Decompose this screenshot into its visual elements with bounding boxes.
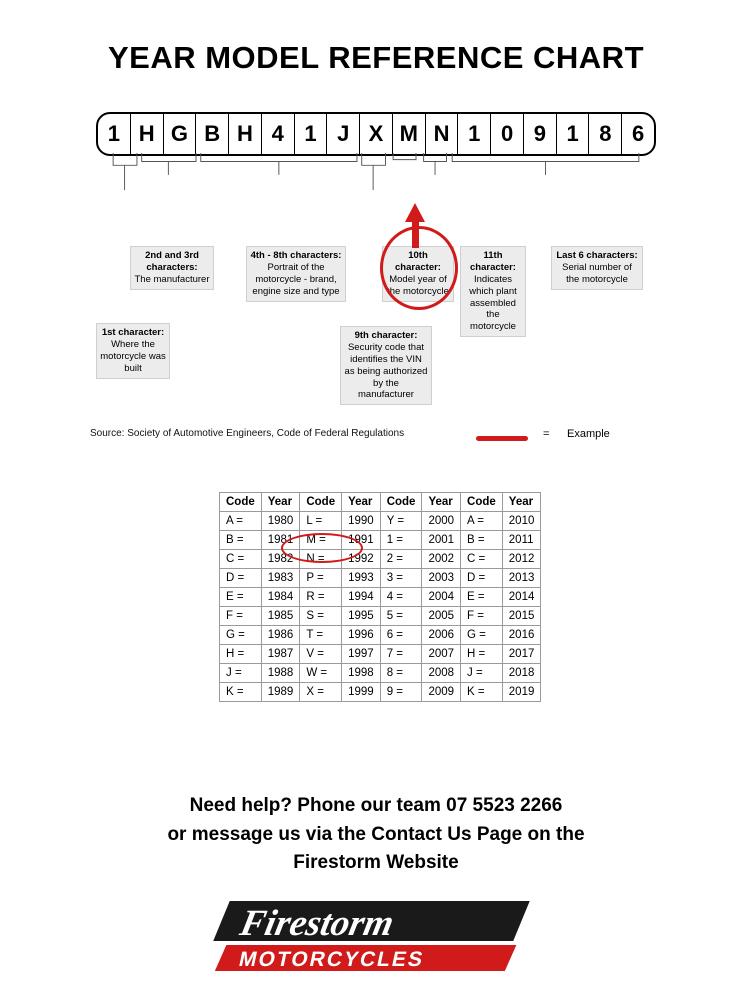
year-cell: 1997 bbox=[342, 645, 381, 664]
code-cell: 6 = bbox=[380, 626, 422, 645]
year-cell: 1996 bbox=[342, 626, 381, 645]
year-cell: 1981 bbox=[261, 531, 300, 550]
code-cell: B = bbox=[461, 531, 503, 550]
year-cell: 2008 bbox=[422, 664, 461, 683]
column-header: Code bbox=[300, 493, 342, 512]
logo-wordmark-secondary: MOTORCYCLES bbox=[236, 948, 427, 971]
column-header: Year bbox=[261, 493, 300, 512]
table-header-row bbox=[220, 493, 541, 512]
year-cell: 2013 bbox=[502, 569, 541, 588]
legend-example-line bbox=[476, 436, 528, 441]
code-cell: P = bbox=[300, 569, 342, 588]
year-cell: 1985 bbox=[261, 607, 300, 626]
table-row bbox=[220, 512, 541, 531]
year-cell: 1993 bbox=[342, 569, 381, 588]
year-cell: 2018 bbox=[502, 664, 541, 683]
source-note: Source: Society of Automotive Engineers, Code of Federal Regulations bbox=[90, 428, 405, 439]
callout-fourth-eighth-characters bbox=[246, 246, 346, 302]
model-year-arrow-shaft bbox=[412, 220, 419, 248]
code-cell: J = bbox=[461, 664, 503, 683]
callout-eleventh-character bbox=[460, 246, 526, 337]
vin-char: J bbox=[327, 114, 360, 154]
year-cell: 1982 bbox=[261, 550, 300, 569]
code-cell: R = bbox=[300, 588, 342, 607]
callout-body: Where the motorcycle was built bbox=[100, 338, 166, 374]
table-row bbox=[220, 664, 541, 683]
contact-line-1: Need help? Phone our team 07 5523 2266 bbox=[189, 795, 563, 816]
firestorm-logo-icon bbox=[201, 895, 551, 981]
year-cell: 1986 bbox=[261, 626, 300, 645]
vin-box bbox=[96, 112, 656, 156]
year-cell: 2017 bbox=[502, 645, 541, 664]
vin-char: 4 bbox=[262, 114, 295, 154]
code-cell: 2 = bbox=[380, 550, 422, 569]
code-cell: 5 = bbox=[380, 607, 422, 626]
code-cell: J = bbox=[220, 664, 262, 683]
table-row bbox=[220, 531, 541, 550]
vin-char: 1 bbox=[295, 114, 328, 154]
year-cell: 2014 bbox=[502, 588, 541, 607]
callout-heading: 10th character: bbox=[395, 250, 441, 273]
callout-body: The manufacturer bbox=[134, 273, 210, 285]
table-row bbox=[220, 645, 541, 664]
column-header: Code bbox=[220, 493, 262, 512]
firestorm-logo bbox=[0, 895, 752, 986]
vin-char: H bbox=[229, 114, 262, 154]
year-cell: 1994 bbox=[342, 588, 381, 607]
callout-heading: 9th character: bbox=[354, 330, 418, 341]
code-cell: A = bbox=[220, 512, 262, 531]
year-cell: 1988 bbox=[261, 664, 300, 683]
column-header: Year bbox=[422, 493, 461, 512]
callout-heading: Last 6 characters: bbox=[556, 250, 638, 261]
vin-char: 6 bbox=[632, 121, 645, 146]
year-cell: 2006 bbox=[422, 626, 461, 645]
callout-heading: 11th character: bbox=[470, 250, 516, 273]
callout-heading: 1st character: bbox=[101, 327, 165, 338]
code-cell: G = bbox=[461, 626, 503, 645]
code-cell: K = bbox=[220, 683, 262, 702]
vin-diagram bbox=[96, 112, 656, 156]
code-cell: C = bbox=[220, 550, 262, 569]
page-title: YEAR MODEL REFERENCE CHART bbox=[107, 40, 645, 75]
code-cell: S = bbox=[300, 607, 342, 626]
table-row bbox=[220, 550, 541, 569]
year-cell: 2012 bbox=[502, 550, 541, 569]
legend-equals: = bbox=[543, 428, 550, 440]
table-row bbox=[220, 683, 541, 702]
year-cell: 2002 bbox=[422, 550, 461, 569]
legend-example-label: Example bbox=[567, 428, 610, 440]
code-cell: D = bbox=[220, 569, 262, 588]
callout-first-character bbox=[96, 323, 170, 379]
year-cell: 2001 bbox=[422, 531, 461, 550]
code-cell: 8 = bbox=[380, 664, 422, 683]
year-cell: 2015 bbox=[502, 607, 541, 626]
year-code-table-wrapper bbox=[219, 492, 541, 702]
code-cell: 1 = bbox=[380, 531, 422, 550]
callout-body: Portrait of the motorcycle - brand, engine size and type bbox=[252, 261, 340, 297]
code-cell: F = bbox=[461, 607, 503, 626]
code-cell: T = bbox=[300, 626, 342, 645]
model-year-arrow-head bbox=[405, 203, 425, 222]
year-cell: 2011 bbox=[502, 531, 541, 550]
code-cell: N = bbox=[300, 550, 342, 569]
year-cell: 1987 bbox=[261, 645, 300, 664]
vin-char: B bbox=[196, 114, 229, 154]
year-cell: 2009 bbox=[422, 683, 461, 702]
callout-ninth-character bbox=[340, 326, 432, 405]
code-cell: H = bbox=[461, 645, 503, 664]
code-cell: 4 = bbox=[380, 588, 422, 607]
vin-char: G bbox=[164, 114, 197, 154]
code-cell: H = bbox=[220, 645, 262, 664]
vin-char: H bbox=[131, 114, 164, 154]
callout-body: Model year of the motorcycle bbox=[387, 273, 449, 297]
column-header: Code bbox=[461, 493, 503, 512]
vin-char: 9 bbox=[524, 114, 557, 154]
year-cell: 1989 bbox=[261, 683, 300, 702]
year-cell: 1992 bbox=[342, 550, 381, 569]
year-cell: 1983 bbox=[261, 569, 300, 588]
callout-heading: 4th - 8th characters: bbox=[250, 250, 342, 261]
code-cell: C = bbox=[461, 550, 503, 569]
table-row bbox=[220, 588, 541, 607]
table-row bbox=[220, 569, 541, 588]
year-cell: 1984 bbox=[261, 588, 300, 607]
vin-char: 1 bbox=[458, 114, 491, 154]
code-cell: 9 = bbox=[380, 683, 422, 702]
code-cell: W = bbox=[300, 664, 342, 683]
year-cell: 2003 bbox=[422, 569, 461, 588]
vin-char: 0 bbox=[491, 114, 524, 154]
year-cell: 2010 bbox=[502, 512, 541, 531]
year-cell-highlighted: 1991 bbox=[342, 531, 381, 550]
callout-heading: 2nd and 3rd characters: bbox=[145, 250, 199, 273]
contact-message bbox=[0, 792, 752, 878]
code-cell: G = bbox=[220, 626, 262, 645]
column-header: Code bbox=[380, 493, 422, 512]
contact-line-2: or message us via the Contact Us Page on the bbox=[167, 823, 585, 845]
year-cell: 2000 bbox=[422, 512, 461, 531]
vin-char: X bbox=[360, 114, 393, 154]
code-cell: B = bbox=[220, 531, 262, 550]
callout-body: Security code that identifies the VIN as being authorized by the manufacturer bbox=[344, 341, 428, 401]
callout-tenth-character bbox=[382, 246, 454, 302]
year-cell: 1990 bbox=[342, 512, 381, 531]
callout-second-third-characters bbox=[130, 246, 214, 290]
column-header: Year bbox=[502, 493, 541, 512]
table-row bbox=[220, 626, 541, 645]
year-cell: 1995 bbox=[342, 607, 381, 626]
code-cell: 3 = bbox=[380, 569, 422, 588]
code-cell: X = bbox=[300, 683, 342, 702]
vin-char: N bbox=[426, 114, 459, 154]
code-cell: E = bbox=[461, 588, 503, 607]
year-cell: 1980 bbox=[261, 512, 300, 531]
code-cell: F = bbox=[220, 607, 262, 626]
year-cell: 2019 bbox=[502, 683, 541, 702]
code-cell: L = bbox=[300, 512, 342, 531]
logo-wordmark-primary: Firestorm bbox=[236, 903, 398, 944]
code-cell-highlighted: M = bbox=[300, 531, 342, 550]
code-cell: 7 = bbox=[380, 645, 422, 664]
year-cell: 2016 bbox=[502, 626, 541, 645]
vin-char-model-year: M bbox=[393, 114, 426, 154]
callout-body: Serial number of the motorcycle bbox=[562, 261, 632, 285]
code-cell: Y = bbox=[380, 512, 422, 531]
year-cell: 2004 bbox=[422, 588, 461, 607]
contact-line-3: Firestorm Website bbox=[293, 852, 459, 873]
vin-char: 1 bbox=[557, 114, 590, 154]
callout-body: Indicates which plant assembled the motorcycle bbox=[469, 273, 517, 333]
table-row bbox=[220, 607, 541, 626]
vin-char: 8 bbox=[589, 114, 622, 154]
code-cell: V = bbox=[300, 645, 342, 664]
code-cell: D = bbox=[461, 569, 503, 588]
year-code-table bbox=[219, 492, 541, 702]
year-cell: 1998 bbox=[342, 664, 381, 683]
code-cell: K = bbox=[461, 683, 503, 702]
column-header: Year bbox=[342, 493, 381, 512]
year-cell: 2005 bbox=[422, 607, 461, 626]
year-cell: 1999 bbox=[342, 683, 381, 702]
year-cell: 2007 bbox=[422, 645, 461, 664]
vin-char: 1 bbox=[98, 114, 131, 154]
callout-last-six-characters bbox=[551, 246, 643, 290]
code-cell: A = bbox=[461, 512, 503, 531]
code-cell: E = bbox=[220, 588, 262, 607]
vin-leader-lines bbox=[96, 152, 656, 192]
